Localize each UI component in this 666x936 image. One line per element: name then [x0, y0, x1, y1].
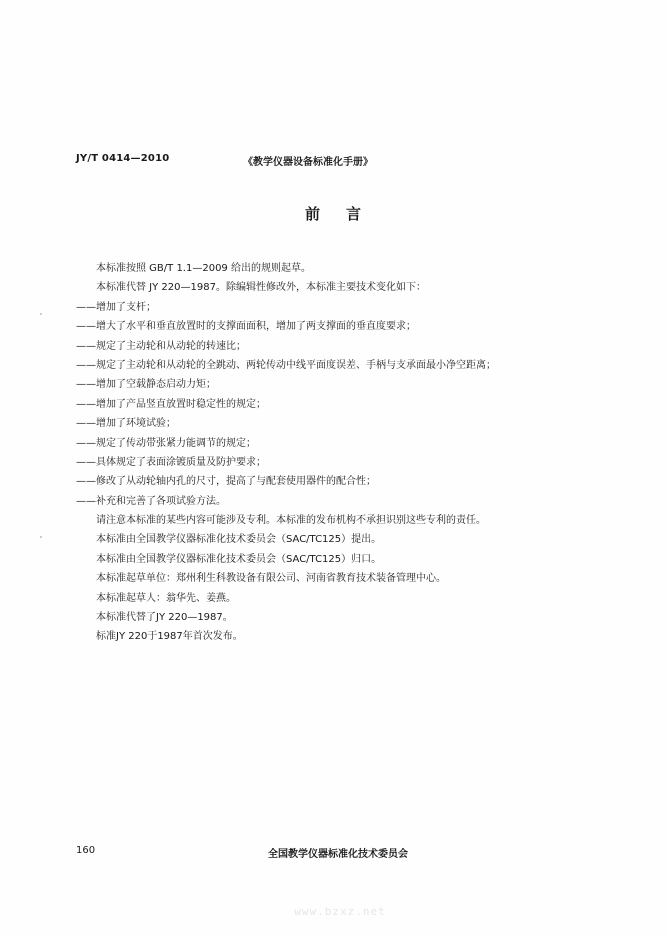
change-list-item: ——增加了支杆；	[76, 301, 156, 313]
foreword-paragraph: 本标准由全国教学仪器标准化技术委员会（SAC/TC125）归口。	[96, 553, 382, 565]
foreword-paragraph: 本标准起草人：翁华先、姜燕。	[96, 592, 236, 604]
change-list-item: ——增加了环境试验；	[76, 418, 176, 430]
handbook-title: 《教学仪器设备标准化手册》	[243, 157, 373, 168]
scan-speck	[40, 536, 42, 538]
standard-code: JY/T 0414—2010	[76, 153, 170, 164]
page-number: 160	[76, 845, 96, 856]
change-list-item: ——增大了水平和垂直放置时的支撑面面积，增加了两支撑面的垂直度要求；	[76, 321, 416, 333]
foreword-paragraph: 本标准由全国教学仪器标准化技术委员会（SAC/TC125）提出。	[96, 534, 382, 546]
foreword-paragraph: 标准JY 220于1987年首次发布。	[96, 631, 243, 643]
change-list-item: ——规定了主动轮和从动轮的转速比；	[76, 340, 246, 352]
scan-speck	[40, 313, 42, 315]
foreword-paragraph: 本标准代替了JY 220—1987。	[96, 612, 233, 624]
foreword-body	[76, 259, 596, 647]
change-list-item: ——修改了从动轮轴内孔的尺寸，提高了与配套使用器件的配合性；	[76, 476, 376, 488]
watermark-text: www.bzxz.net	[294, 905, 386, 918]
change-list-item: ——增加了产品竖直放置时稳定性的规定；	[76, 398, 266, 410]
page-heading: 前言	[304, 205, 387, 223]
change-list-item: ——规定了传动带张紧力能调节的规定；	[76, 437, 256, 449]
change-list-item: ——具体规定了表面涂镀质量及防护要求；	[76, 456, 266, 468]
foreword-paragraph: 本标准按照 GB/T 1.1—2009 给出的规则起草。	[96, 263, 311, 274]
change-list-item: ——规定了主动轮和从动轮的全跳动、两轮传动中线平面度误差、手柄与支承面最小净空距离；	[76, 359, 496, 371]
foreword-paragraph: 本标准代替 JY 220—1987。除编辑性修改外，本标准主要技术变化如下：	[96, 282, 426, 294]
foreword-paragraph: 请注意本标准的某些内容可能涉及专利。本标准的发布机构不承担识别这些专利的责任。	[96, 515, 486, 527]
footer-organization: 全国教学仪器标准化技术委员会	[268, 849, 408, 860]
change-list-item: ——增加了空载静态启动力矩；	[76, 379, 216, 391]
foreword-paragraph: 本标准起草单位：郑州利生科教设备有限公司、河南省教育技术装备管理中心。	[96, 573, 446, 585]
change-list-item: ——补充和完善了各项试验方法。	[76, 495, 226, 507]
